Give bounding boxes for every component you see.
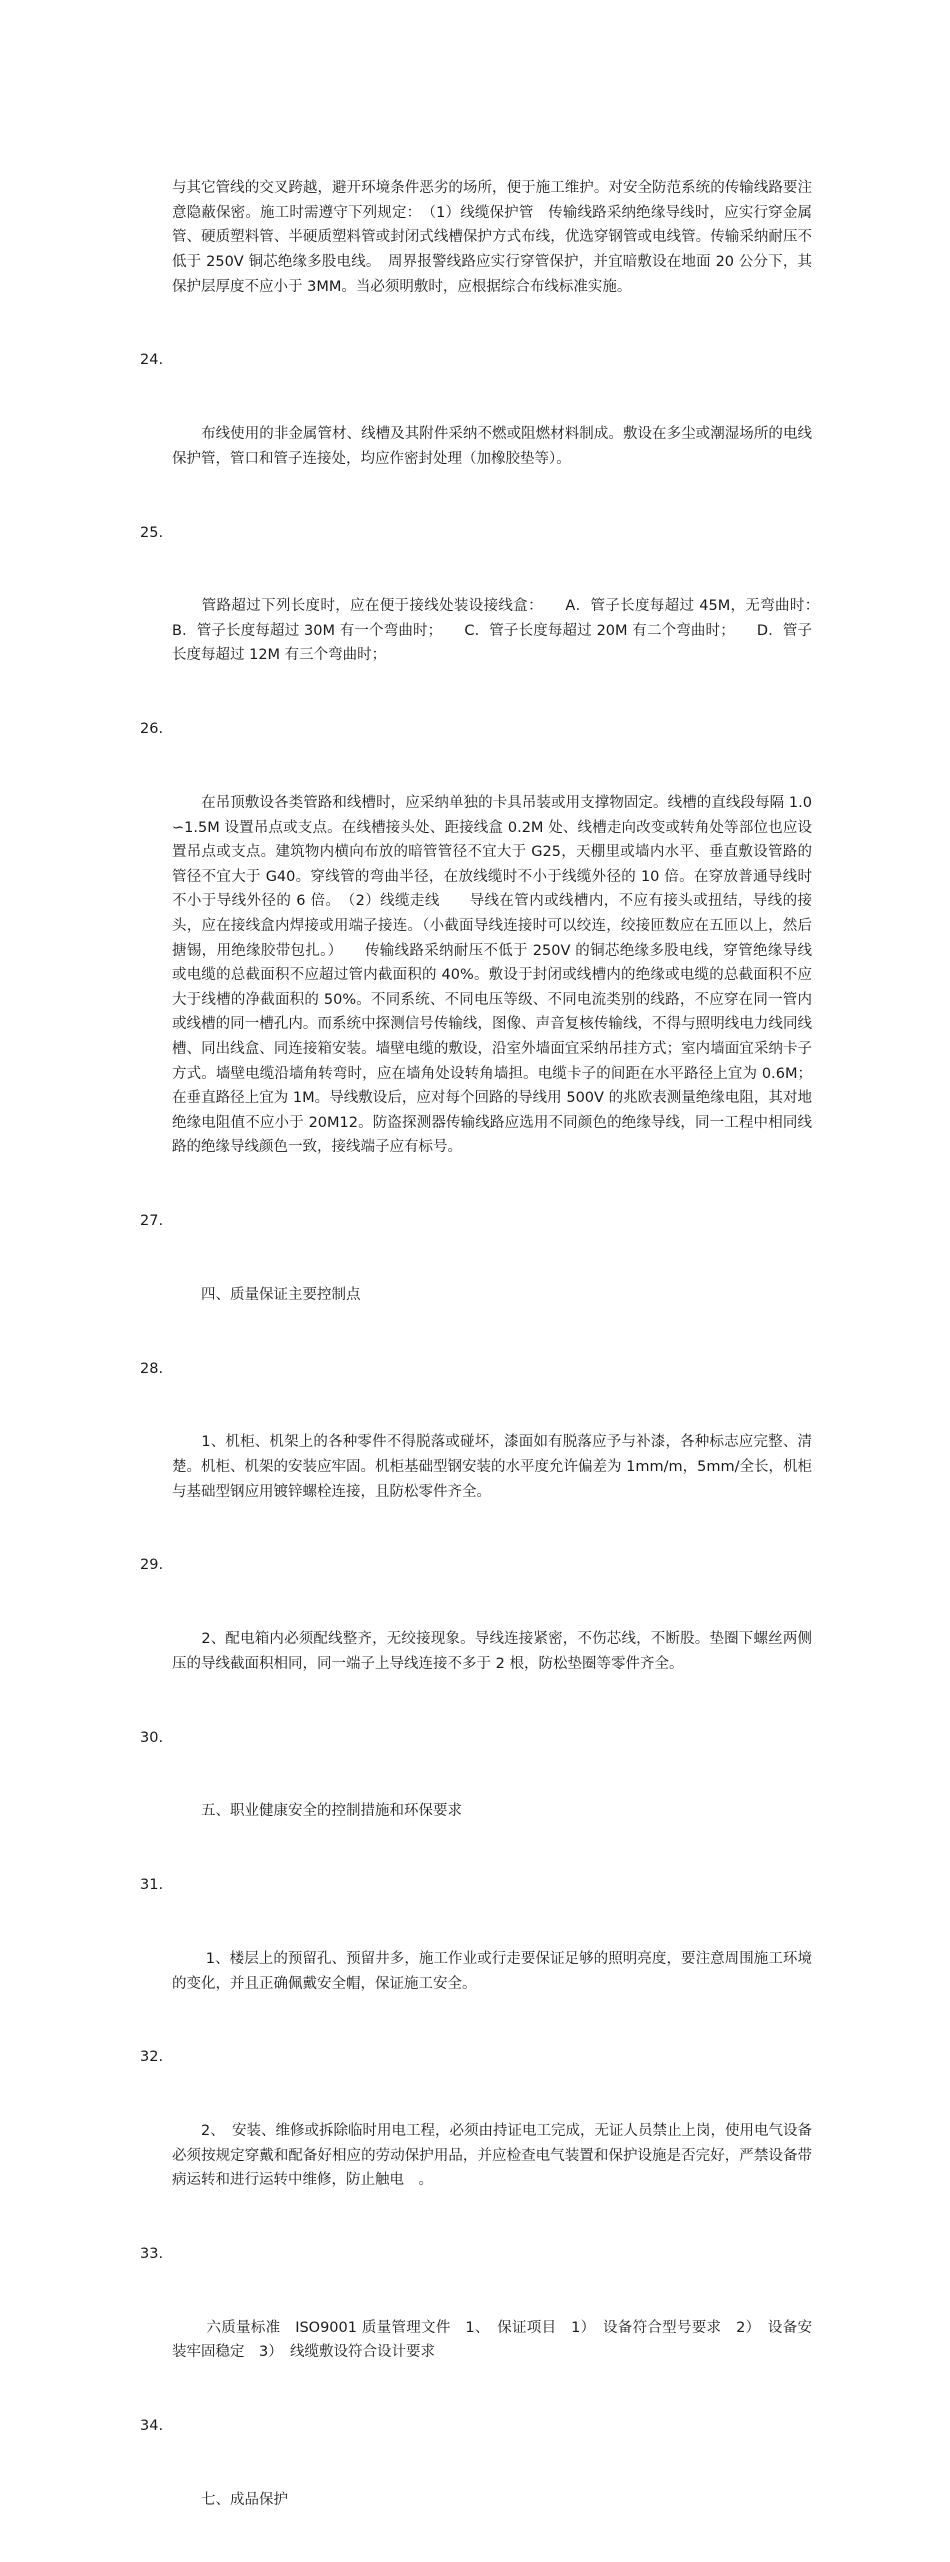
item-number: 24.	[140, 352, 164, 369]
paragraph-continuation	[140, 127, 812, 348]
item-number: 34.	[140, 2418, 164, 2435]
section-heading: 四、质量保证主要控制点	[172, 1286, 361, 1303]
paragraph-text: 布线使用的非金属管材、线槽及其附件采纳不燃或阻燃材料制成。敷设在多尘或潮湿场所的电线保护管，管口和管子连接处，均应作密封处理（加橡胶垫等）。	[172, 426, 812, 467]
document-body	[140, 127, 841, 2562]
item-number: 33.	[140, 2246, 164, 2263]
list-item	[140, 717, 812, 1209]
list-item	[140, 1873, 812, 2045]
list-item	[140, 1357, 812, 1554]
list-item	[140, 1726, 812, 1874]
list-item	[140, 348, 812, 520]
paragraph-text: 2、配电箱内必须配线整齐，无绞接现象。导线连接紧密，不伤芯线，不断股。垫圈下螺丝两侧压的导线截面积相同，同一端子上导线连接不多于 2 根，防松垫圈等零件齐全。	[172, 1631, 812, 1672]
item-number: 30.	[140, 1729, 164, 1746]
paragraph-text: 六质量标准 ISO9001 质量管理文件 1、 保证项目 1） 设备符合型号要求 2） 设备安装牢固稳定 3） 线缆敷设符合设计要求	[172, 2319, 812, 2361]
item-number: 28.	[140, 1360, 164, 1377]
section-heading: 五、职业健康安全的控制措施和环保要求	[172, 1803, 462, 1820]
item-number: 29.	[140, 1557, 164, 1574]
paragraph-text: 1、机柜、机架上的各种零件不得脱落或碰坏，漆面如有脱落应予与补漆，各种标志应完整、清楚。机柜、机架的安装应牢固。机柜基础型钢安装的水平度允许偏差为 1mm/m，5mm/全长，机柜与基础型钢应用镀锌螺栓连接，且防松零件齐全。	[172, 1434, 812, 1500]
list-item	[140, 2242, 812, 2414]
list-item	[140, 2045, 812, 2242]
item-number: 32.	[140, 2049, 164, 2066]
item-number: 26.	[140, 721, 164, 738]
item-number: 27.	[140, 1213, 164, 1230]
list-item	[140, 521, 841, 718]
list-item	[140, 1209, 812, 1357]
paragraph-text: 管路超过下列长度时，应在便于接线处装设接线盒： A．管子长度每超过 45M，无弯曲时： B．管子长度每超过 30M 有一个弯曲时； C．管子长度每超过 20M 有二个弯曲时； D．管子长度每超过 12M 有三个弯曲时；	[172, 598, 841, 664]
item-number: 31.	[140, 1877, 164, 1894]
paragraph-text: 2、 安装、维修或拆除临时用电工程，必须由持证电工完成，无证人员禁止上岗，使用电气设备必须按规定穿戴和配备好相应的劳动保护用品，并应检查电气装置和保护设施是否完好，严禁设备带病运转和进行运转中维修，防止触电 。	[172, 2123, 812, 2189]
list-item	[140, 2414, 812, 2562]
paragraph-text: 在吊顶敷设各类管路和线槽时，应采纳单独的卡具吊装或用支撑物固定。线槽的直线段每隔 1.0∽1.5M 设置吊点或支点。在线槽接头处、距接线盒 0.2M 处、线槽走向改变或转角处等部位也应设置吊点或支点。建筑物内横向布放的暗管管径不宜大于 G25，天棚里或墙内水平、垂直敷设管路的管径不宜大于 G40。穿线管的弯曲半径，在放线缆时不小于线缆外径的 10 倍。在穿放普通导线时不小于导线外径的 6 倍。 （2）线缆走线 导线在管内或线槽内，不应有接头或扭结，导线的接头，应在接线盒内焊接或用端子接连。（小截面导线连接时可以绞连，绞接匝数应在五匝以上，然后搪锡，用绝缘胶带包扎。） 传输线路采纳耐压不低于 250V 的铜芯绝缘多股电线，穿管绝缘导线或电缆的总截面积不应超过管内截面积的 40%。敷设于封闭或线槽内的绝缘或电缆的总截面积不应大于线槽的净截面积的 50%。不同系统、不同电压等级、不同电流类别的线路，不应穿在同一管内或线槽的同一槽孔内。而系统中探测信号传输线，图像、声音复核传输线，不得与照明线电力线同线槽、同出线盒、同连接箱安装。墙壁电缆的敷设，沿室外墙面宜采纳吊挂方式；室内墙面宜采纳卡子方式。墙壁电缆沿墙角转弯时，应在墙角处设转角墙担。电缆卡子的间距在水平路径上宜为 0.6M；在垂直路径上宜为 1M。导线敷设后，应对每个回路的导线用 500V 的兆欧表测量绝缘电阻，其对地绝缘电阻值不应小于 20M12。防盗探测器传输线路应选用不同颜色的绝缘导线，同一工程中相同线路的绝缘导线颜色一致，接线端子应有标号。	[172, 795, 812, 1156]
section-heading: 七、成品保护	[172, 2492, 288, 2508]
paragraph-text: 与其它管线的交叉跨越，避开环境条件恶劣的场所，便于施工维护。对安全防范系统的传输线路要注意隐蔽保密。施工时需遵守下列规定： （1）线缆保护管 传输线路采纳绝缘导线时，应实行穿金属管、硬质塑料管、半硬质塑料管或封闭式线槽保护方式布线，优选穿钢管或电线管。传输采纳耐压不低于 250V 铜芯绝缘多股电线。 周界报警线路应实行穿管保护，并宜暗敷设在地面 20 公分下，其保护层厚度不应小于 3MM。当必须明敷时，应根据综合布线标准实施。	[172, 180, 812, 295]
paragraph-text: 1、楼层上的预留孔、预留井多，施工作业或行走要保证足够的照明亮度，要注意周围施工环境的变化，并且正确佩戴安全帽，保证施工安全。	[172, 1950, 812, 1992]
item-number: 25.	[140, 524, 164, 541]
list-item	[140, 1553, 812, 1725]
